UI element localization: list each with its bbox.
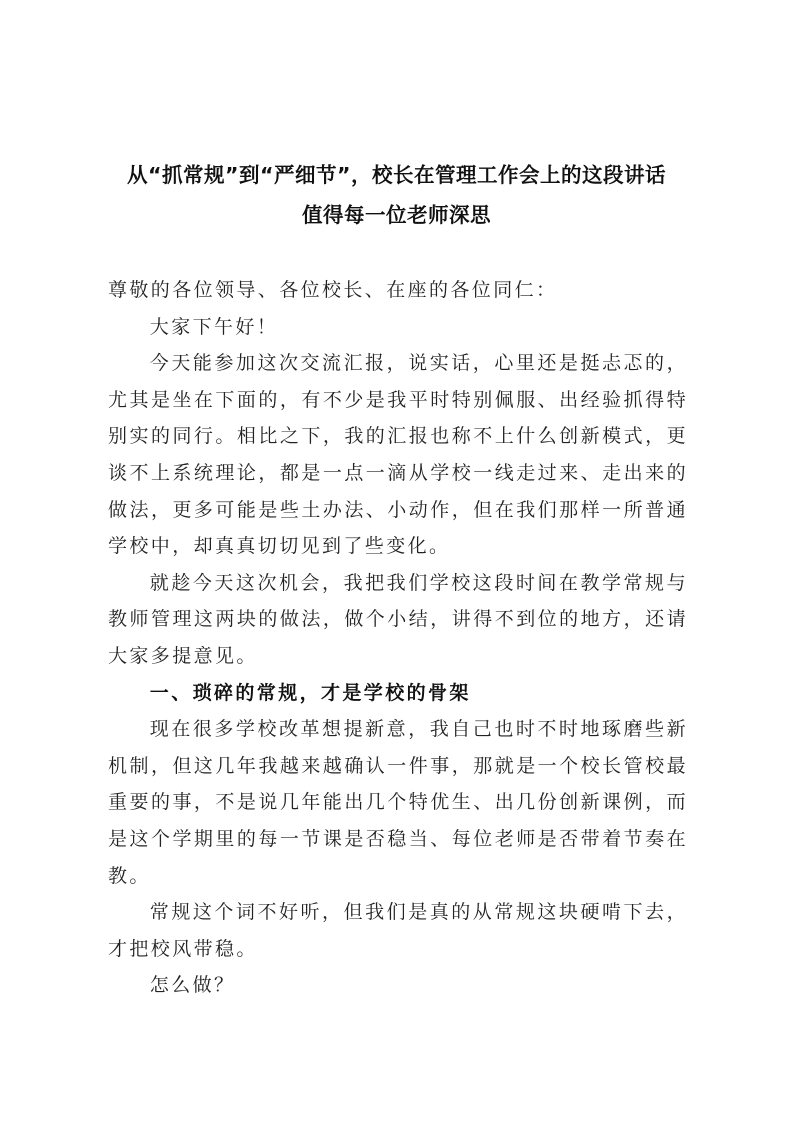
- paragraph: 今天能参加这次交流汇报，说实话，心里还是挺忐忑的，尤其是坐在下面的，有不少是我平时特别佩服、出经验抓得特别实的同行。相比之下，我的汇报也称不上什么创新模式，更谈不上系统理论，都是一点一滴从学校一线走过来、走出来的做法，更多可能是些土办法、小动作，但在我们那样一所普通学校中，却真真切切见到了些变化。: [108, 352, 688, 558]
- paragraph: 就趁今天这次机会，我把我们学校这段时间在教学常规与教师管理这两块的做法，做个小结，讲得不到位的地方，还请大家多提意见。: [108, 571, 688, 667]
- document-body: [108, 272, 688, 1004]
- document-title-line-1: 从“抓常规”到“严细节”，校长在管理工作会上的这段讲话: [127, 163, 666, 187]
- salutation: 尊敬的各位领导、各位校长、在座的各位同仁：: [108, 279, 558, 301]
- paragraph: 常规这个词不好听，但我们是真的从常规这块硬啃下去，才把校风带稳。: [108, 901, 688, 960]
- document-title-line-2: 值得每一位老师深思: [302, 203, 491, 227]
- section-heading: 一、琐碎的常规，才是学校的骨架: [149, 681, 471, 704]
- greeting: 大家下午好！: [149, 315, 279, 338]
- paragraph: 怎么做？: [149, 974, 236, 997]
- paragraph: 现在很多学校改革想提新意，我自己也时不时地琢磨些新机制，但这几年我越来越确认一件事，那就是一个校长管校最重要的事，不是说几年能出几个特优生、出几份创新课例，而是这个学期里的每一节课是否稳当、每位老师是否带着节奏在教。: [108, 718, 688, 887]
